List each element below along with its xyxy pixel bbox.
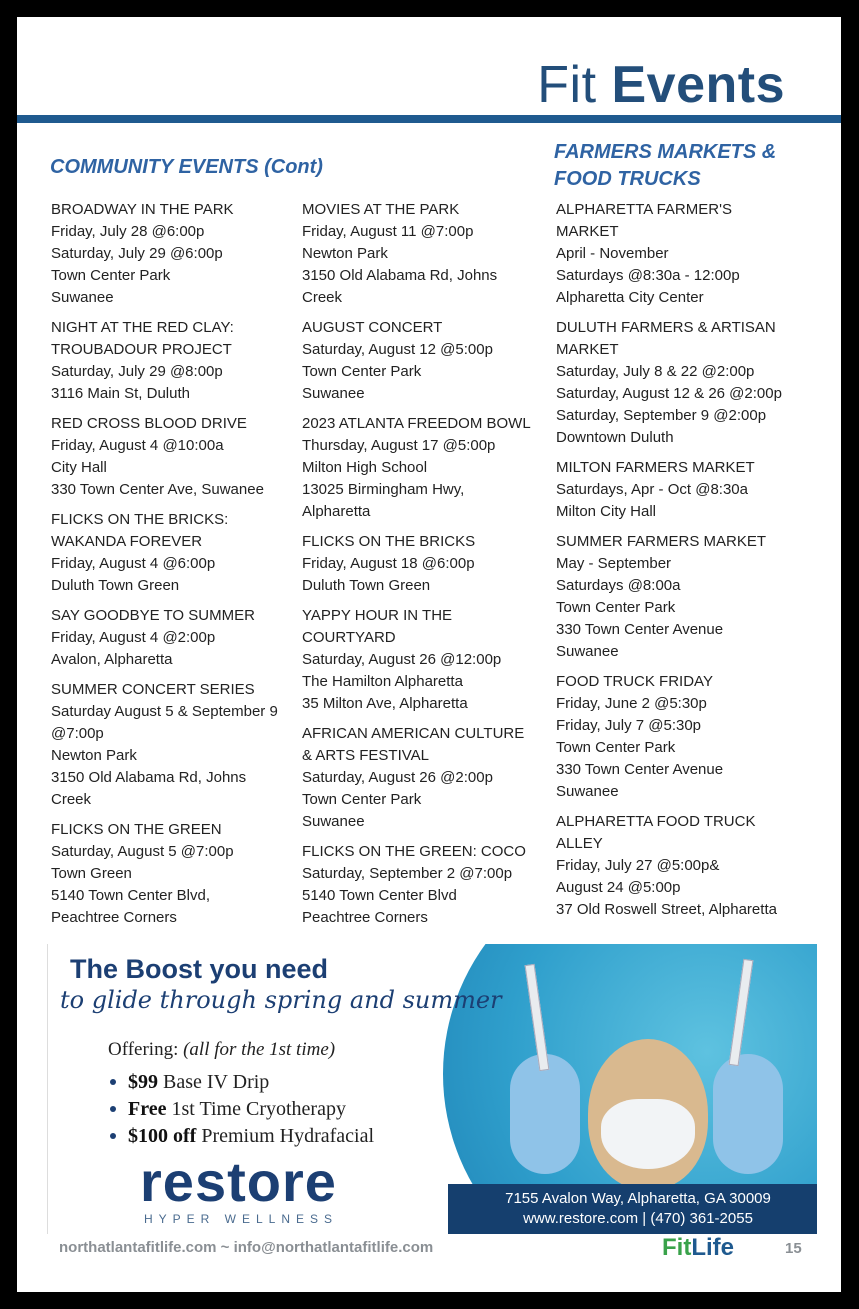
event-detail: Town Center Park: [556, 599, 676, 616]
event-title: ALPHARETTA FARMER'S: [556, 201, 732, 218]
event-detail: Friday, July 28 @6:00p: [51, 223, 205, 240]
event-title: FLICKS ON THE GREEN: [51, 821, 222, 838]
event-title: FLICKS ON THE GREEN: COCO: [302, 843, 526, 860]
event-detail: 5140 Town Center Blvd: [302, 887, 457, 904]
event-detail: Saturday, August 26 @2:00p: [302, 769, 493, 786]
event-detail: Newton Park: [302, 245, 388, 262]
event-detail: Town Center Park: [302, 791, 422, 808]
event-title: 2023 ATLANTA FREEDOM BOWL: [302, 415, 531, 432]
left-glove: [510, 1054, 580, 1174]
event-entry: [556, 317, 821, 449]
farmers-column: [556, 199, 821, 929]
footer-website[interactable]: northatlantafitlife.com ~ info@northatlantafitlife.com: [59, 1239, 434, 1256]
event-detail: COURTYARD: [302, 629, 396, 646]
restore-logo: restore: [140, 1150, 337, 1213]
event-detail: 3116 Main St, Duluth: [51, 385, 190, 402]
title-light: Fit: [537, 56, 612, 114]
logo-life: Life: [691, 1234, 734, 1261]
offer-price: $99: [128, 1071, 158, 1093]
event-entry: [556, 531, 821, 663]
event-detail: 330 Town Center Avenue: [556, 621, 724, 638]
event-entry: [302, 841, 547, 929]
event-entry: [302, 531, 547, 597]
event-detail: MARKET: [556, 223, 619, 240]
event-title: AFRICAN AMERICAN CULTURE: [302, 725, 525, 742]
event-detail: Saturdays, Apr - Oct @8:30a: [556, 481, 748, 498]
event-title: MOVIES AT THE PARK: [302, 201, 460, 218]
event-detail: Friday, July 7 @5:30p: [556, 717, 702, 734]
event-entry: [51, 819, 291, 929]
event-detail: ALLEY: [556, 835, 603, 852]
event-detail: 5140 Town Center Blvd,: [51, 887, 210, 904]
event-title: FLICKS ON THE BRICKS: [302, 533, 476, 550]
event-detail: Duluth Town Green: [51, 577, 180, 594]
bullet-icon: [110, 1079, 116, 1085]
event-detail: Creek: [51, 791, 92, 808]
event-detail: Saturday, September 9 @2:00p: [556, 407, 767, 424]
community-column-2: [302, 199, 547, 937]
event-detail: April - November: [556, 245, 669, 262]
event-entry: [51, 679, 291, 811]
event-detail: Alpharetta City Center: [556, 289, 704, 306]
offer-price: Free: [128, 1098, 167, 1120]
event-detail: @7:00p: [51, 725, 104, 742]
event-entry: [51, 509, 291, 597]
event-detail: August 24 @5:00p: [556, 879, 681, 896]
event-detail: Milton City Hall: [556, 503, 657, 520]
offer-description: 1st Time Cryotherapy: [166, 1098, 346, 1120]
event-entry: [51, 605, 291, 671]
event-detail: Peachtree Corners: [302, 909, 428, 926]
event-entry: [302, 723, 547, 833]
event-detail: & ARTS FESTIVAL: [302, 747, 429, 764]
farmers-heading-line2: FOOD TRUCKS: [554, 168, 701, 190]
event-entry: [302, 317, 547, 405]
offer-item: [108, 1096, 374, 1123]
page-number: 15: [785, 1240, 802, 1257]
event-title: BROADWAY IN THE PARK: [51, 201, 234, 218]
event-entry: [302, 413, 547, 523]
event-entry: [51, 317, 291, 405]
event-detail: Saturday, July 8 & 22 @2:00p: [556, 363, 755, 380]
restore-advertisement[interactable]: [47, 944, 817, 1234]
offer-item: [108, 1123, 374, 1150]
bullet-icon: [110, 1133, 116, 1139]
event-detail: Milton High School: [302, 459, 428, 476]
event-detail: 35 Milton Ave, Alpharetta: [302, 695, 468, 712]
event-detail: TROUBADOUR PROJECT: [51, 341, 232, 358]
event-detail: Friday, August 4 @2:00p: [51, 629, 216, 646]
event-title: NIGHT AT THE RED CLAY:: [51, 319, 234, 336]
event-entry: [51, 413, 291, 501]
event-detail: 13025 Birmingham Hwy,: [302, 481, 465, 498]
ad-contact[interactable]: www.restore.com | (470) 361-2055: [523, 1210, 753, 1227]
event-entry: [556, 457, 821, 523]
magazine-page: [17, 17, 841, 1292]
event-detail: Suwanee: [51, 289, 114, 306]
page-title: [537, 55, 785, 115]
event-detail: Creek: [302, 289, 343, 306]
event-title: AUGUST CONCERT: [302, 319, 443, 336]
header-rule: [17, 115, 841, 123]
event-detail: Town Center Park: [556, 739, 676, 756]
event-detail: Saturday August 5 & September 9: [51, 703, 278, 720]
event-detail: The Hamilton Alpharetta: [302, 673, 463, 690]
event-detail: 3150 Old Alabama Rd, Johns: [51, 769, 247, 786]
event-entry: [51, 199, 291, 309]
event-detail: Newton Park: [51, 747, 137, 764]
event-detail: Saturday, August 5 @7:00p: [51, 843, 234, 860]
ad-face-mask: [601, 1099, 695, 1169]
community-heading: COMMUNITY EVENTS (Cont): [50, 156, 323, 178]
event-detail: Town Center Park: [302, 363, 422, 380]
event-detail: Friday, July 27 @5:00p&: [556, 857, 720, 874]
ad-offer-list: [108, 1069, 374, 1150]
event-detail: 330 Town Center Avenue: [556, 761, 724, 778]
fitlife-logo: [662, 1234, 734, 1262]
event-detail: Friday, August 18 @6:00p: [302, 555, 475, 572]
event-detail: 330 Town Center Ave, Suwanee: [51, 481, 264, 498]
offer-price: $100 off: [128, 1125, 197, 1147]
event-detail: Avalon, Alpharetta: [51, 651, 173, 668]
event-entry: [556, 199, 821, 309]
event-title: DULUTH FARMERS & ARTISAN: [556, 319, 776, 336]
event-detail: Saturdays @8:30a - 12:00p: [556, 267, 740, 284]
event-detail: Friday, August 4 @6:00p: [51, 555, 216, 572]
event-title: MILTON FARMERS MARKET: [556, 459, 755, 476]
offer-item: [108, 1069, 374, 1096]
event-detail: 3150 Old Alabama Rd, Johns: [302, 267, 498, 284]
event-entry: [556, 671, 821, 803]
event-detail: May - September: [556, 555, 672, 572]
ad-address: 7155 Avalon Way, Alpharetta, GA 30009: [505, 1190, 771, 1207]
event-title: SUMMER CONCERT SERIES: [51, 681, 255, 698]
event-detail: Friday, August 11 @7:00p: [302, 223, 474, 240]
event-detail: Suwanee: [556, 643, 619, 660]
event-title: FLICKS ON THE BRICKS:: [51, 511, 229, 528]
farmers-heading-line1: FARMERS MARKETS &: [554, 141, 777, 163]
right-glove: [713, 1054, 783, 1174]
offer-description: Base IV Drip: [158, 1071, 270, 1093]
event-entry: [302, 199, 547, 309]
event-title: SUMMER FARMERS MARKET: [556, 533, 767, 550]
event-detail: Saturdays @8:00a: [556, 577, 681, 594]
ad-headline: The Boost you need: [70, 954, 329, 984]
bullet-icon: [110, 1106, 116, 1112]
event-detail: Peachtree Corners: [51, 909, 177, 926]
event-title: FOOD TRUCK FRIDAY: [556, 673, 713, 690]
offer-description: Premium Hydrafacial: [196, 1125, 375, 1147]
event-detail: Suwanee: [302, 385, 365, 402]
offering-note: (all for the 1st time): [183, 1039, 336, 1060]
event-entry: [556, 811, 821, 921]
event-entry: [302, 605, 547, 715]
event-detail: Saturday, August 12 @5:00p: [302, 341, 493, 358]
logo-fit: Fit: [662, 1234, 692, 1261]
event-detail: Friday, June 2 @5:30p: [556, 695, 707, 712]
event-detail: Downtown Duluth: [556, 429, 674, 446]
restore-logo-subtitle: HYPER WELLNESS: [144, 1212, 339, 1226]
event-detail: Saturday, August 26 @12:00p: [302, 651, 502, 668]
event-detail: 37 Old Roswell Street, Alpharetta: [556, 901, 777, 918]
event-detail: Saturday, July 29 @6:00p: [51, 245, 223, 262]
event-detail: Saturday, July 29 @8:00p: [51, 363, 223, 380]
event-detail: Alpharetta: [302, 503, 371, 520]
event-detail: Saturday, August 12 & 26 @2:00p: [556, 385, 782, 402]
ad-contact-bar: [448, 1184, 817, 1234]
offering-label: Offering:: [108, 1039, 179, 1060]
event-detail: Saturday, September 2 @7:00p: [302, 865, 513, 882]
event-detail: Town Green: [51, 865, 132, 882]
event-detail: WAKANDA FOREVER: [51, 533, 203, 550]
event-detail: MARKET: [556, 341, 619, 358]
event-title: SAY GOODBYE TO SUMMER: [51, 607, 255, 624]
event-title: RED CROSS BLOOD DRIVE: [51, 415, 247, 432]
event-detail: Town Center Park: [51, 267, 171, 284]
event-detail: Duluth Town Green: [302, 577, 431, 594]
event-detail: Suwanee: [302, 813, 365, 830]
event-title: ALPHARETTA FOOD TRUCK: [556, 813, 756, 830]
title-bold: Events: [611, 56, 785, 114]
event-detail: Thursday, August 17 @5:00p: [302, 437, 496, 454]
event-title: YAPPY HOUR IN THE: [302, 607, 453, 624]
community-column-1: [51, 199, 291, 937]
event-detail: Suwanee: [556, 783, 619, 800]
farmers-heading: [554, 139, 776, 193]
event-detail: City Hall: [51, 459, 107, 476]
event-detail: Friday, August 4 @10:00a: [51, 437, 224, 454]
ad-script-tagline: to glide through spring and summer: [60, 986, 502, 1014]
ad-offering: [108, 1039, 335, 1061]
